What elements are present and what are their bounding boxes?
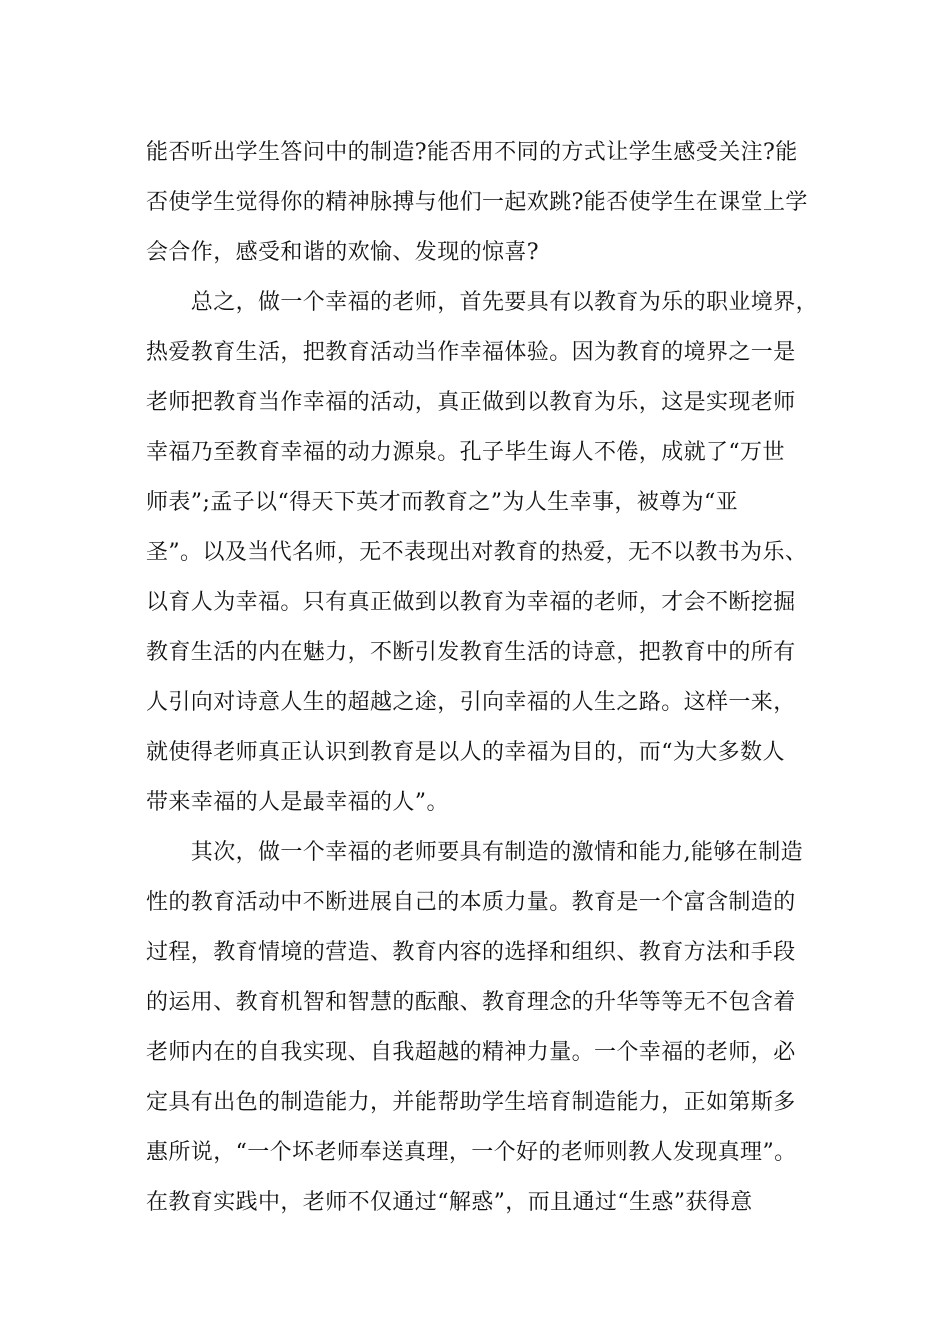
text-line: 在教育实践中，老师不仅通过“解惑”，而且通过“生惑”获得意 — [146, 1190, 753, 1215]
text-line: 会合作，感受和谐的欢愉、发现的惊喜? — [146, 240, 539, 265]
text-line: 圣”。以及当代名师，无不表现出对教育的热爱，无不以教书为乐、 — [146, 540, 808, 565]
text-line: 定具有出色的制造能力，并能帮助学生培育制造能力，正如第斯多 — [146, 1090, 796, 1115]
text-line: 过程，教育情境的营造、教育内容的选择和组织、教育方法和手段 — [146, 940, 796, 965]
paragraph-1 — [146, 128, 806, 278]
text-line: 幸福乃至教育幸福的动力源泉。孔子毕生诲人不倦，成就了“万世 — [146, 440, 785, 465]
text-line: 老师把教育当作幸福的活动，真正做到以教育为乐，这是实现老师 — [146, 390, 796, 415]
text-line: 人引向对诗意人生的超越之途，引向幸福的人生之路。这样一来， — [146, 690, 796, 715]
text-line: 否使学生觉得你的精神脉搏与他们一起欢跳?能否使学生在课堂上学 — [146, 190, 808, 215]
text-line: 老师内在的自我实现、自我超越的精神力量。一个幸福的老师，必 — [146, 1040, 796, 1065]
text-line: 以育人为幸福。只有真正做到以教育为幸福的老师，才会不断挖掘 — [146, 590, 796, 615]
text-line: 能否听出学生答问中的制造?能否用不同的方式让学生感受关注?能 — [146, 140, 798, 165]
text-line: 就使得老师真正认识到教育是以人的幸福为目的，而“为大多数人 — [146, 740, 785, 765]
text-line: 师表”;孟子以“得天下英才而教育之”为人生幸事，被尊为“亚 — [146, 490, 739, 515]
text-line: 其次，做一个幸福的老师要具有制造的激情和能力,能够在制造 — [146, 840, 803, 865]
body-text — [146, 128, 819, 1228]
text-line: 的运用、教育机智和智慧的酝酿、教育理念的升华等等无不包含着 — [146, 990, 796, 1015]
paragraph-3 — [146, 828, 806, 1228]
text-line: 惠所说，“一个坏老师奉送真理，一个好的老师则教人发现真理”。 — [146, 1140, 797, 1165]
paragraph-2 — [146, 278, 819, 828]
text-line: 教育生活的内在魅力，不断引发教育生活的诗意，把教育中的所有 — [146, 640, 796, 665]
text-line: 性的教育活动中不断进展自己的本质力量。教育是一个富含制造的 — [146, 890, 796, 915]
text-line: 总之，做一个幸福的老师，首先要具有以教育为乐的职业境界， — [146, 290, 819, 315]
text-line: 带来幸福的人是最幸福的人”。 — [146, 790, 449, 815]
text-line: 热爱教育生活，把教育活动当作幸福体验。因为教育的境界之一是 — [146, 340, 796, 365]
